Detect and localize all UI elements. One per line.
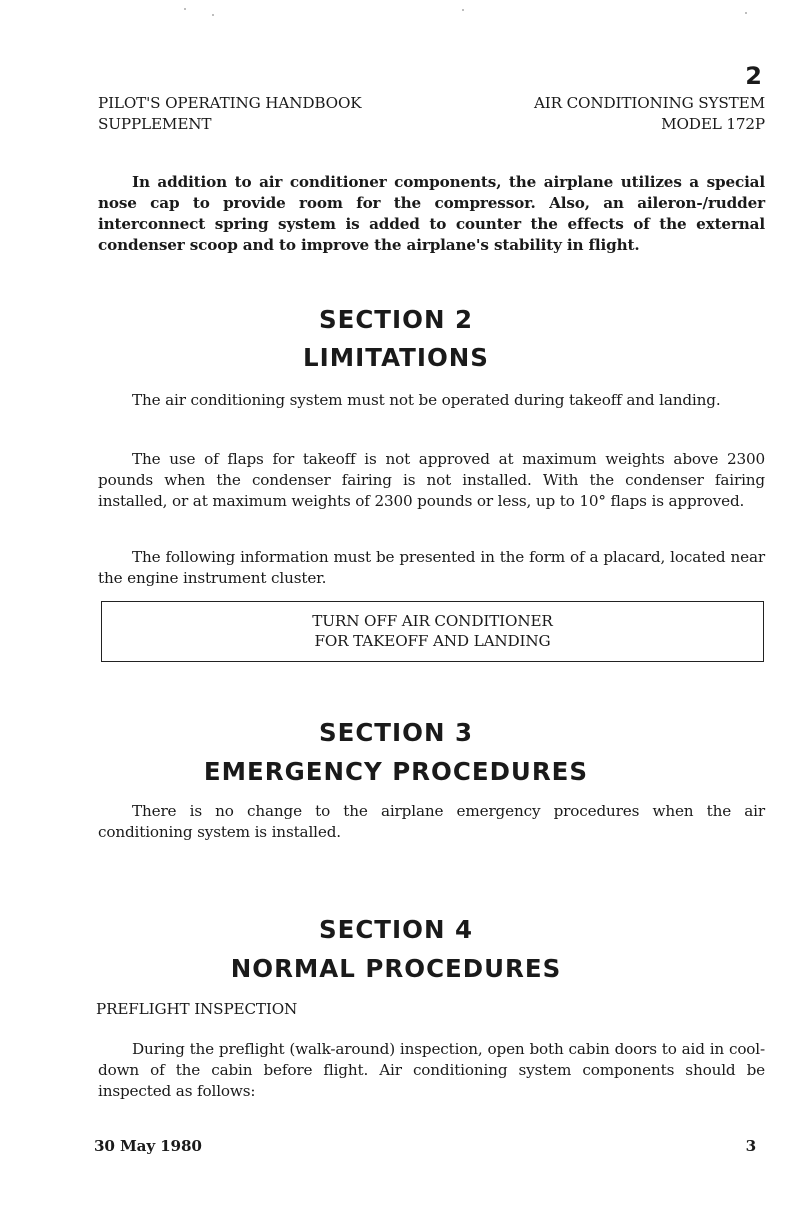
section4-title: NORMAL PROCEDURES xyxy=(230,954,562,983)
header-right xyxy=(534,93,765,135)
header-supplement-label: SUPPLEMENT xyxy=(98,115,212,133)
footer-page-number: 3 xyxy=(745,1137,756,1155)
placard-box xyxy=(101,601,764,662)
header-left xyxy=(98,93,361,135)
section3-title: EMERGENCY PROCEDURES xyxy=(203,757,589,786)
section2-text-3: The following information must be presented in the form of a placard, located near the engine instrument cluster. xyxy=(98,548,765,587)
scan-speck xyxy=(184,8,186,10)
section2-title: LIMITATIONS xyxy=(303,343,489,372)
header-system-title: AIR CONDITIONING SYSTEM xyxy=(533,94,765,112)
section2-paragraph-3 xyxy=(98,547,765,589)
placard-line-2: FOR TAKEOFF AND LANDING xyxy=(314,632,551,650)
footer-date: 30 May 1980 xyxy=(94,1137,202,1155)
intro-text: In addition to air conditioner components, the airplane utilizes a special nose cap to provide room for the compressor. Also, an aileron-/rudder interconnect spring system is added to counter the effects of the external condenser scoop and to improve the airplane's stability in flight. xyxy=(98,173,765,254)
scan-speck xyxy=(745,12,747,14)
header-model: MODEL 172P xyxy=(661,115,765,133)
placard-text xyxy=(102,611,763,651)
section2-paragraph-1 xyxy=(98,390,765,411)
section4-number: SECTION 4 xyxy=(318,915,474,944)
section2-paragraph-2 xyxy=(98,449,765,512)
placard-line-1: TURN OFF AIR CONDITIONER xyxy=(312,612,553,630)
section2-text-2: The use of flaps for takeoff is not approved at maximum weights above 2300 pounds when the condenser fairing is not installed. With the condenser fairing installed, or at maximum weights of 2300 pounds or less, up to 10° flaps is approved. xyxy=(98,450,765,510)
section3-paragraph xyxy=(98,801,765,843)
scan-speck xyxy=(462,9,464,11)
section4-paragraph xyxy=(98,1039,765,1102)
header-handbook-title: PILOT'S OPERATING HANDBOOK xyxy=(98,94,362,112)
scan-speck xyxy=(212,14,214,16)
section3-number: SECTION 3 xyxy=(318,718,474,747)
intro-paragraph xyxy=(98,172,765,256)
corner-page-number: 2 xyxy=(745,62,762,90)
section4-text: During the preflight (walk-around) inspection, open both cabin doors to aid in cool-down of the cabin before flight. Air conditioning system components should be inspected as follows: xyxy=(98,1040,765,1100)
preflight-subheading: PREFLIGHT INSPECTION xyxy=(96,1000,298,1018)
section2-text-1: The air conditioning system must not be operated during takeoff and landing. xyxy=(132,391,721,409)
section2-number: SECTION 2 xyxy=(318,305,474,334)
section3-text: There is no change to the airplane emergency procedures when the air conditioning system is installed. xyxy=(98,802,765,841)
